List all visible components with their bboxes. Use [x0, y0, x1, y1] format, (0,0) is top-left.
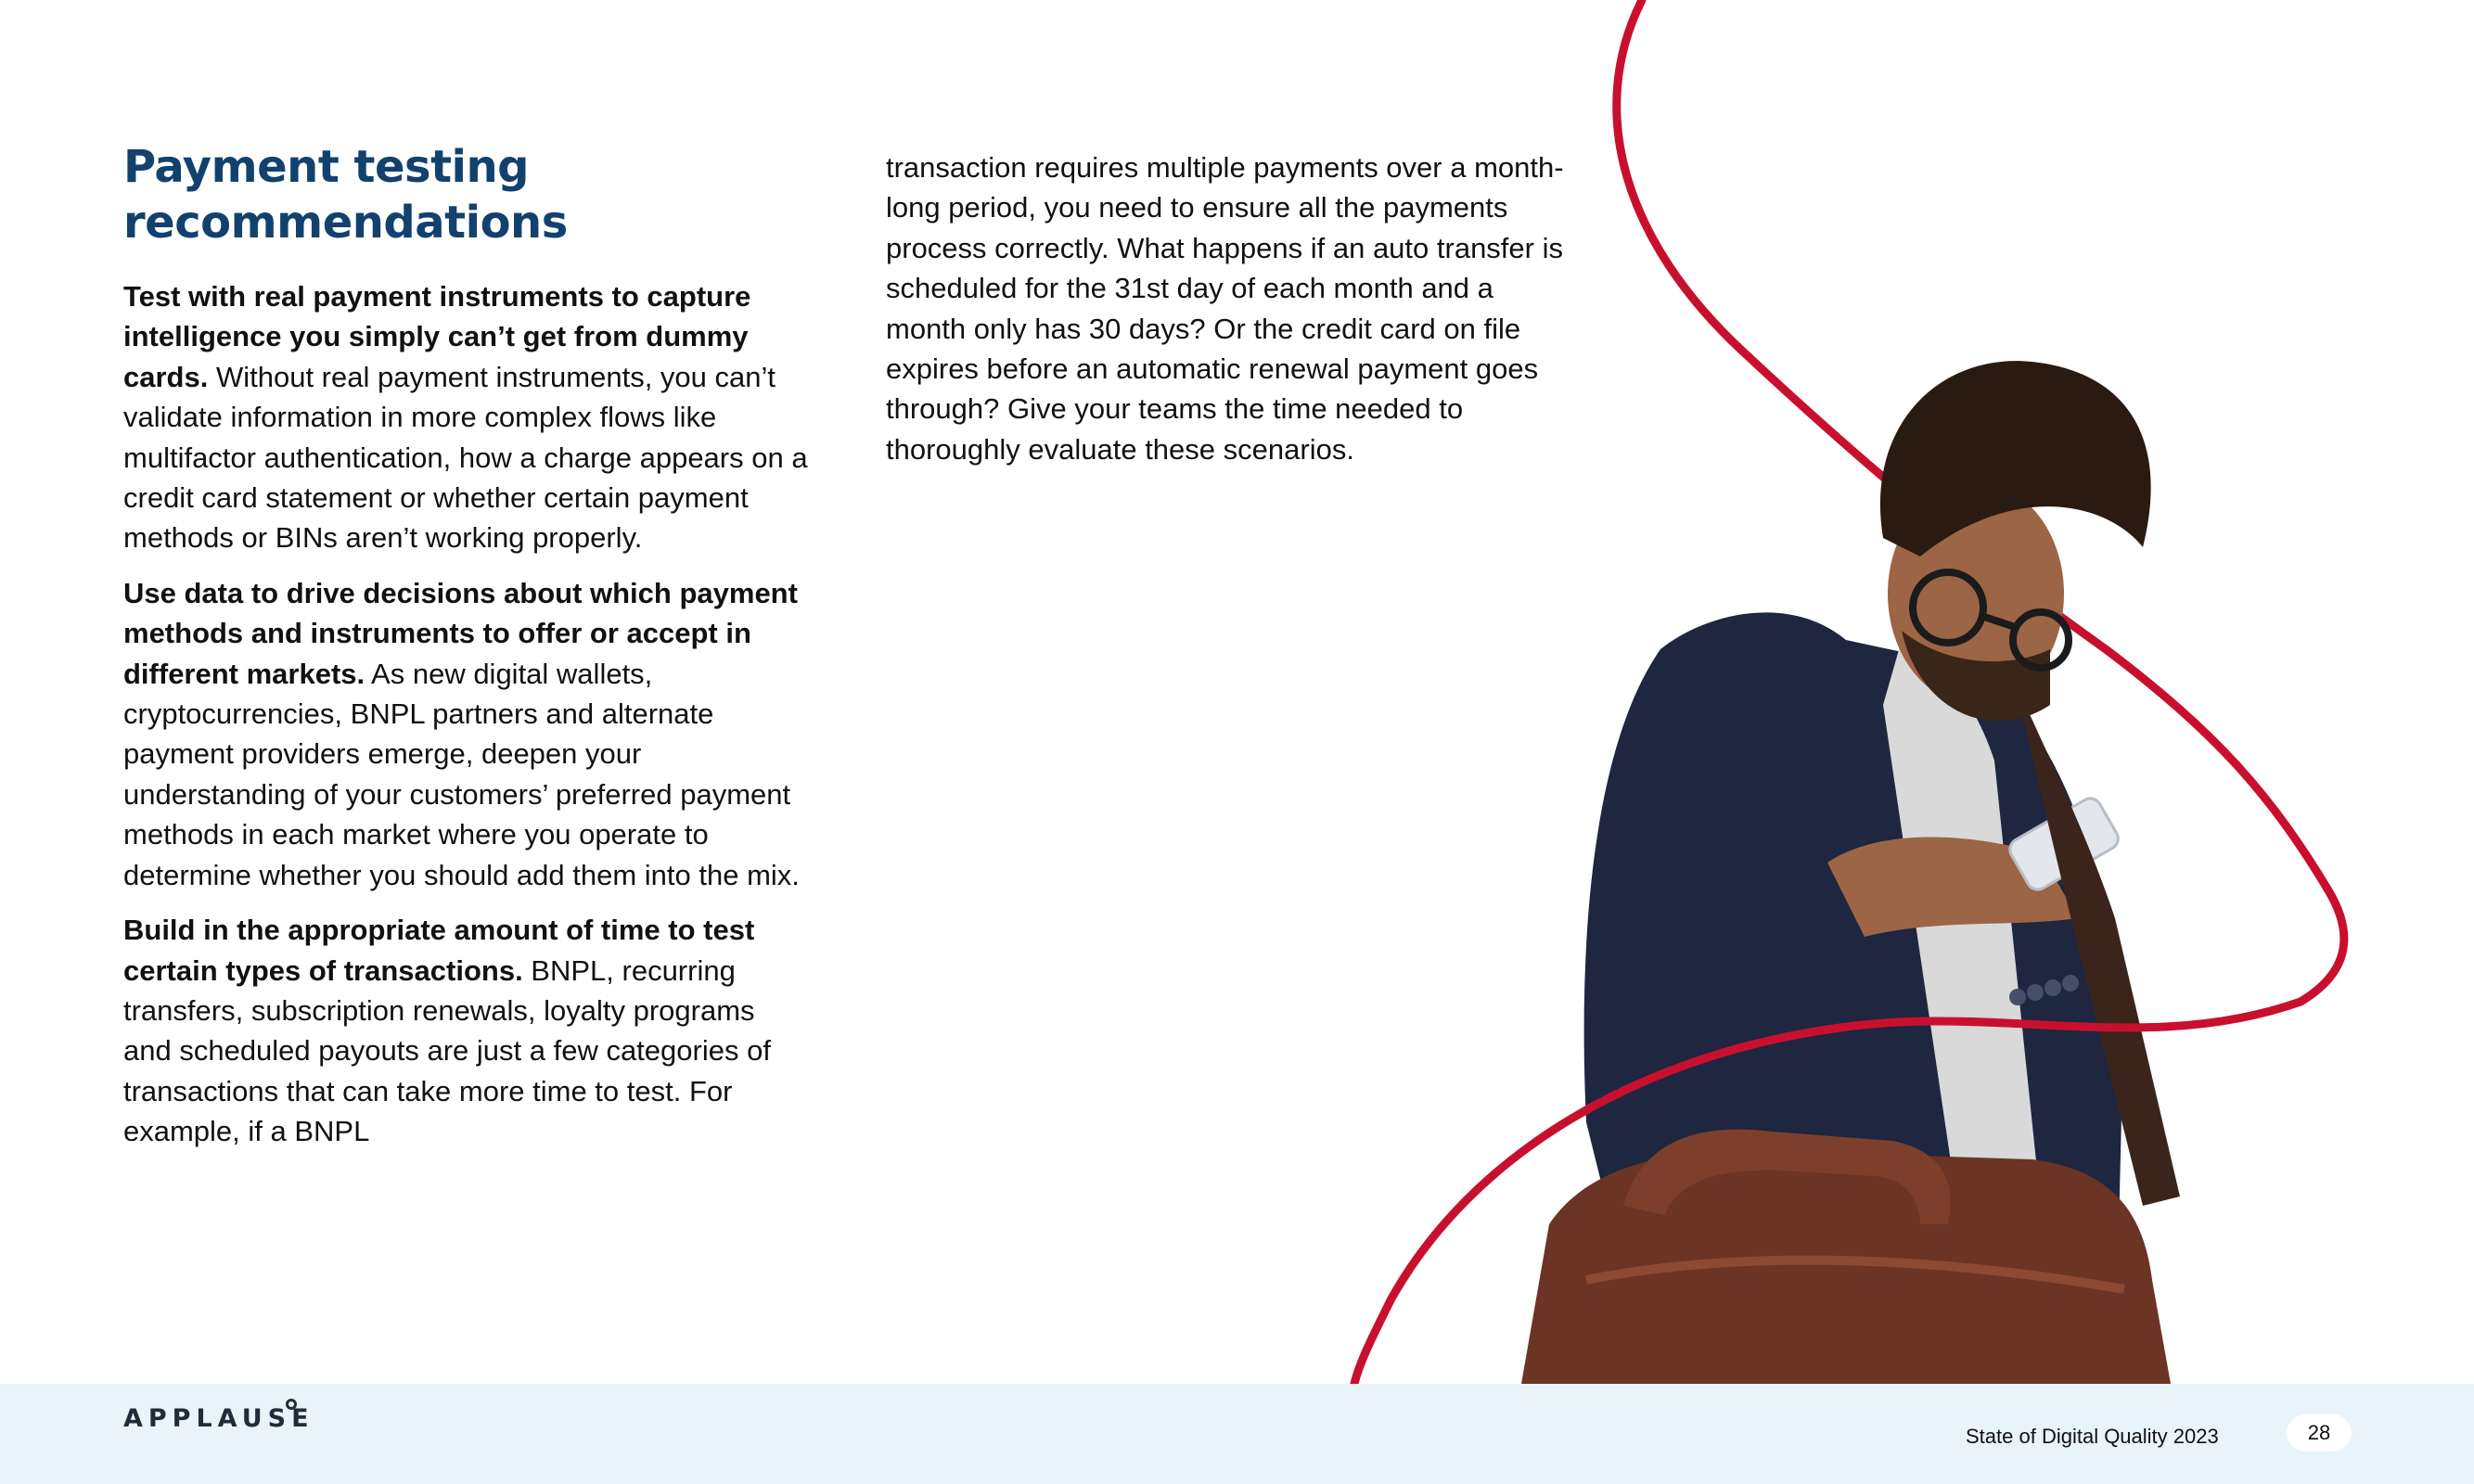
hero-photo-illustration [1308, 0, 2474, 1384]
applause-logo[interactable] [123, 1404, 314, 1433]
title-line-2: recommendations [123, 197, 568, 249]
paragraph-time-to-test [123, 910, 810, 1151]
paragraph-data-decisions [123, 573, 810, 895]
body-time-to-test: BNPL, recurring transfers, subscription renewals, loyalty programs and scheduled payouts are just a few categories of transactions that can take more time to test. For example, if a BNPL [123, 953, 771, 1148]
left-column [123, 276, 810, 1167]
title-line-1: Payment testing [123, 141, 529, 193]
report-title: State of Digital Quality 2023 [1966, 1425, 2219, 1448]
footer-bar [0, 1384, 2474, 1484]
page-title [123, 139, 810, 250]
lead-data-decisions: Use data to drive decisions about which payment methods and instruments to offer or accept in different markets. [123, 576, 798, 690]
page-number: 28 [2287, 1414, 2352, 1452]
lead-time-to-test: Build in the appropriate amount of time to test certain types of transactions. [123, 914, 755, 987]
lead-real-instruments: Test with real payment instruments to capture intelligence you simply can’t get from dummy cards. [123, 280, 751, 393]
leather-bag [1521, 1150, 2171, 1384]
paragraph-real-instruments [123, 276, 810, 558]
logo-text: APPLAUSE [123, 1404, 314, 1433]
paragraph-continued: transaction requires multiple payments over a month-long period, you need to ensure all the payments process correctly. What happens if an auto transfer is scheduled for the 31st day of each month and a month only has 30 days? Or the credit card on file expires before an automatic renewal payment goes through? Give your teams the time needed to thoroughly evaluate these scenarios. [886, 151, 1564, 466]
body-real-instruments: Without real payment instruments, you can’t validate information in more complex flows like multifactor authentication, how a charge appears on a credit card statement or whether certain payment methods or BINs aren’t working properly. [123, 360, 808, 555]
body-data-decisions: As new digital wallets, cryptocurrencies, BNPL partners and alternate payment providers emerge, deepen your understanding of your customers’ preferred payment methods in each market where you operate to determine whether you should add them into the mix. [123, 657, 800, 891]
circle-dot-icon [286, 1399, 297, 1410]
